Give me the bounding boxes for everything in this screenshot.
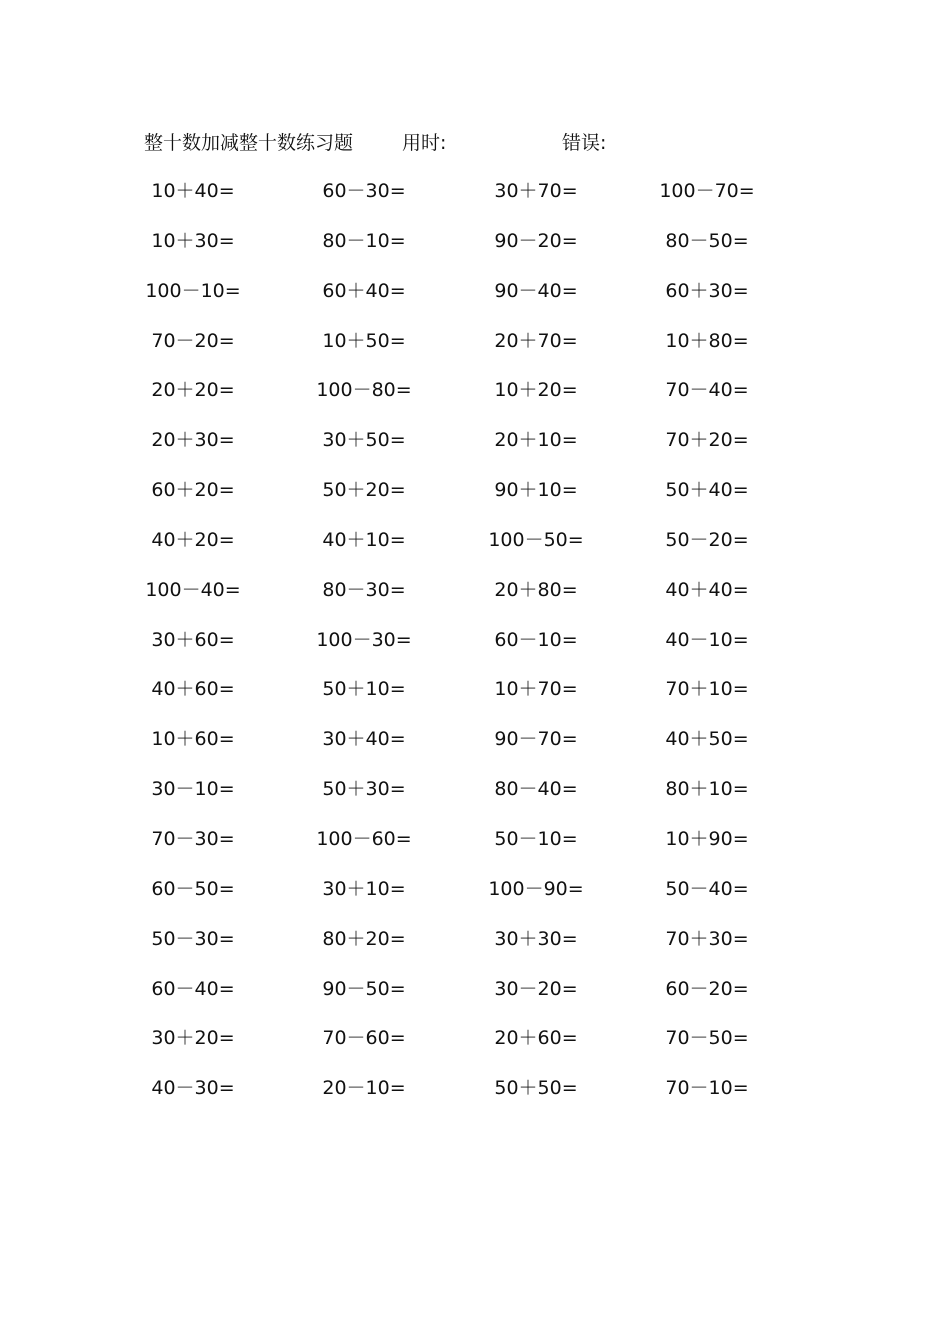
math-problem: 60－50= bbox=[151, 877, 235, 900]
math-problem: 40＋60= bbox=[151, 678, 235, 701]
math-problem: 10＋50= bbox=[322, 329, 406, 352]
math-problem: 60－40= bbox=[151, 977, 235, 1000]
math-problem: 50－40= bbox=[665, 877, 749, 900]
math-problem: 80－30= bbox=[322, 578, 406, 601]
math-problem: 20＋60= bbox=[494, 1027, 578, 1050]
errors-label: 错误: bbox=[562, 132, 607, 154]
math-problem: 70＋20= bbox=[665, 429, 749, 452]
math-problem: 90－20= bbox=[494, 229, 578, 252]
math-problem: 50＋10= bbox=[322, 678, 406, 701]
math-problem: 70－40= bbox=[665, 379, 749, 402]
math-problem: 100－40= bbox=[145, 578, 241, 601]
problem-row bbox=[0, 820, 950, 870]
math-problem: 80－10= bbox=[322, 229, 406, 252]
problem-row bbox=[0, 621, 950, 671]
problem-grid bbox=[0, 172, 950, 1119]
math-problem: 10＋90= bbox=[665, 827, 749, 850]
math-problem: 90＋10= bbox=[494, 479, 578, 502]
math-problem: 100－70= bbox=[659, 180, 755, 202]
math-problem: 100－60= bbox=[316, 827, 412, 850]
math-problem: 40－30= bbox=[151, 1077, 235, 1100]
problem-row bbox=[0, 870, 950, 920]
math-problem: 10＋30= bbox=[151, 229, 235, 252]
math-problem: 30＋30= bbox=[494, 927, 578, 950]
math-problem: 30＋50= bbox=[322, 429, 406, 452]
math-problem: 70－20= bbox=[151, 329, 235, 352]
math-problem: 100－90= bbox=[488, 877, 584, 900]
problem-row bbox=[0, 670, 950, 720]
math-problem: 80－50= bbox=[665, 229, 749, 252]
math-problem: 50－10= bbox=[494, 827, 578, 850]
math-problem: 20＋80= bbox=[494, 578, 578, 601]
math-problem: 100－30= bbox=[316, 628, 412, 651]
problem-row bbox=[0, 222, 950, 272]
problem-row bbox=[0, 471, 950, 521]
math-problem: 100－10= bbox=[145, 279, 241, 302]
math-problem: 30－20= bbox=[494, 977, 578, 1000]
math-problem: 40＋10= bbox=[322, 528, 406, 551]
math-problem: 10＋60= bbox=[151, 728, 235, 751]
math-problem: 60－20= bbox=[665, 977, 749, 1000]
math-problem: 30＋60= bbox=[151, 628, 235, 651]
math-problem: 40＋20= bbox=[151, 528, 235, 551]
math-problem: 20＋10= bbox=[494, 429, 578, 452]
problem-row bbox=[0, 272, 950, 322]
math-problem: 60－30= bbox=[322, 180, 406, 202]
math-problem: 30＋20= bbox=[151, 1027, 235, 1050]
math-problem: 50＋20= bbox=[322, 479, 406, 502]
math-problem: 100－50= bbox=[488, 528, 584, 551]
math-problem: 50＋40= bbox=[665, 479, 749, 502]
math-problem: 70＋10= bbox=[665, 678, 749, 701]
math-problem: 30＋40= bbox=[322, 728, 406, 751]
math-problem: 10＋40= bbox=[151, 180, 235, 202]
math-problem: 80＋10= bbox=[665, 778, 749, 801]
problem-row bbox=[0, 371, 950, 421]
math-problem: 50＋50= bbox=[494, 1077, 578, 1100]
math-problem: 40＋40= bbox=[665, 578, 749, 601]
math-problem: 70＋30= bbox=[665, 927, 749, 950]
math-problem: 50－20= bbox=[665, 528, 749, 551]
problem-row bbox=[0, 720, 950, 770]
math-problem: 10＋20= bbox=[494, 379, 578, 402]
math-problem: 90－50= bbox=[322, 977, 406, 1000]
math-problem: 90－70= bbox=[494, 728, 578, 751]
math-problem: 50＋30= bbox=[322, 778, 406, 801]
problem-row bbox=[0, 970, 950, 1020]
math-problem: 10＋70= bbox=[494, 678, 578, 701]
math-problem: 70－60= bbox=[322, 1027, 406, 1050]
math-problem: 100－80= bbox=[316, 379, 412, 402]
math-problem: 50－30= bbox=[151, 927, 235, 950]
problem-row bbox=[0, 322, 950, 372]
math-problem: 60－10= bbox=[494, 628, 578, 651]
problem-row bbox=[0, 920, 950, 970]
problem-row bbox=[0, 521, 950, 571]
math-problem: 60＋20= bbox=[151, 479, 235, 502]
math-problem: 60＋40= bbox=[322, 279, 406, 302]
time-used-label: 用时: bbox=[402, 132, 447, 154]
problem-row bbox=[0, 1019, 950, 1069]
math-problem: 30＋70= bbox=[494, 180, 578, 202]
problem-row bbox=[0, 1069, 950, 1119]
math-problem: 70－50= bbox=[665, 1027, 749, 1050]
math-problem: 60＋30= bbox=[665, 279, 749, 302]
math-problem: 20＋20= bbox=[151, 379, 235, 402]
math-problem: 20＋70= bbox=[494, 329, 578, 352]
worksheet-header bbox=[0, 128, 950, 156]
problem-row bbox=[0, 571, 950, 621]
problem-row bbox=[0, 770, 950, 820]
math-problem: 70－30= bbox=[151, 827, 235, 850]
problem-row bbox=[0, 421, 950, 471]
math-problem: 30－10= bbox=[151, 778, 235, 801]
math-problem: 20＋30= bbox=[151, 429, 235, 452]
math-problem: 20－10= bbox=[322, 1077, 406, 1100]
math-problem: 70－10= bbox=[665, 1077, 749, 1100]
math-problem: 80＋20= bbox=[322, 927, 406, 950]
math-problem: 80－40= bbox=[494, 778, 578, 801]
math-problem: 90－40= bbox=[494, 279, 578, 302]
math-problem: 10＋80= bbox=[665, 329, 749, 352]
math-problem: 40－10= bbox=[665, 628, 749, 651]
math-problem: 40＋50= bbox=[665, 728, 749, 751]
worksheet-title: 整十数加减整十数练习题 bbox=[144, 132, 354, 154]
problem-row bbox=[0, 172, 950, 222]
math-problem: 30＋10= bbox=[322, 877, 406, 900]
